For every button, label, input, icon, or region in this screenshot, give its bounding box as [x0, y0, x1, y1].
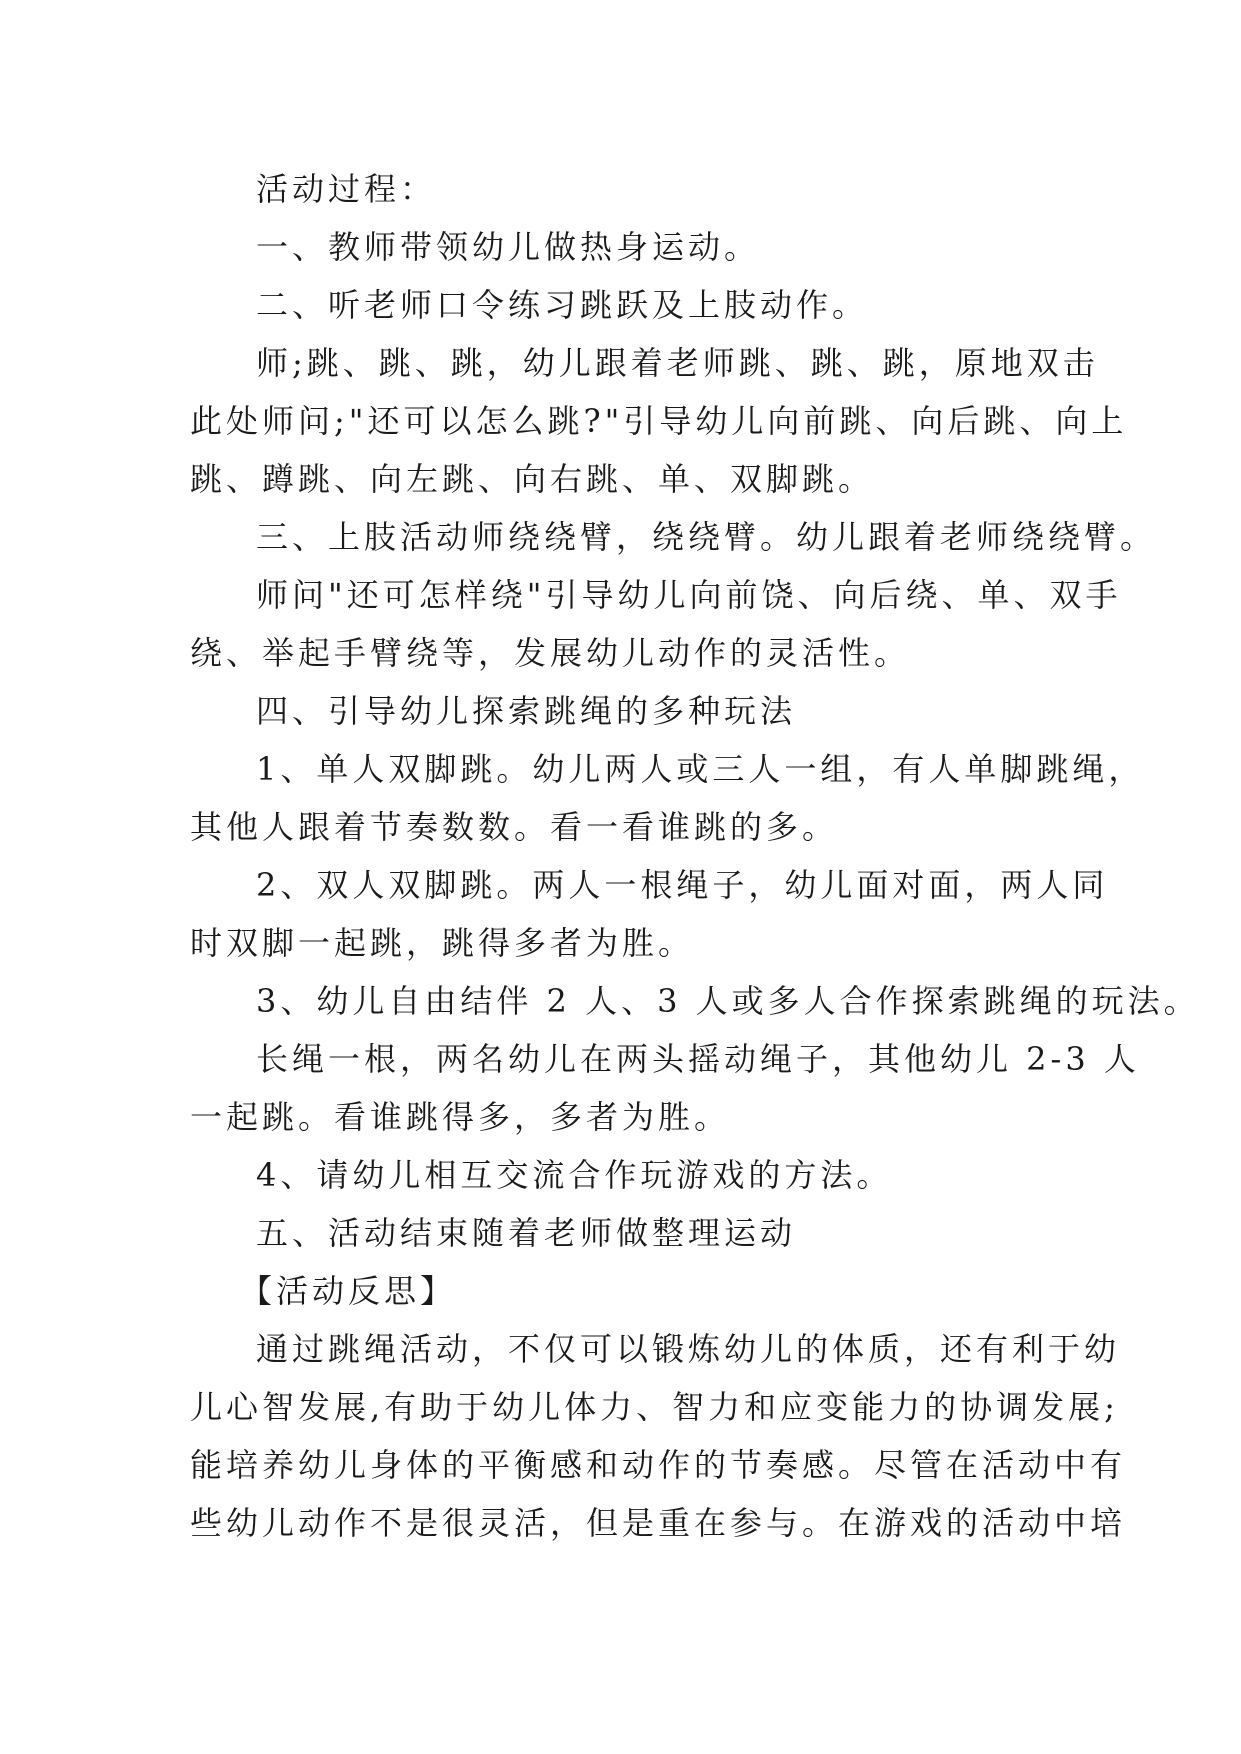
step-5-heading: 五、活动结束随着老师做整理运动 [256, 1214, 797, 1252]
reflection-heading: 【活动反思】 [240, 1272, 457, 1310]
step-4-item-3-text-line-1: 长绳一根，两名幼儿在两头摇动绳子，其他幼儿 2-3 人 [256, 1040, 1140, 1078]
step-4-item-1-line-1: 1、单人双脚跳。幼儿两人或三人一组，有人单脚跳绳， [256, 750, 1145, 788]
reflection-line-4: 些幼儿动作不是很灵活，但是重在参与。在游戏的活动中培 [190, 1504, 1127, 1542]
step-2-text-line-1: 师;跳、跳、跳，幼儿跟着老师跳、跳、跳，原地双击 [256, 344, 1099, 382]
step-4-item-2-line-1: 2、双人双脚跳。两人一根绳子，幼儿面对面，两人同 [256, 866, 1109, 904]
step-2-text-line-2: 此处师问;"还可以怎么跳?"引导幼儿向前跳、向后跳、向上 [190, 402, 1128, 440]
reflection-line-2: 儿心智发展,有助于幼儿体力、智力和应变能力的协调发展; [190, 1388, 1119, 1426]
reflection-line-3: 能培养幼儿身体的平衡感和动作的节奏感。尽管在活动中有 [190, 1446, 1127, 1484]
step-3-text-line-2: 绕、举起手臂绕等，发展幼儿动作的灵活性。 [190, 634, 911, 672]
step-2-text-line-3: 跳、蹲跳、向左跳、向右跳、单、双脚跳。 [190, 460, 875, 498]
step-4-item-3: 3、幼儿自由结伴 2 人、3 人或多人合作探索跳绳的玩法。 [256, 982, 1200, 1020]
step-3-heading: 三、上肢活动师绕绕臂，绕绕臂。幼儿跟着老师绕绕臂。 [256, 518, 1157, 556]
step-4-item-2-line-2: 时双脚一起跳，跳得多者为胜。 [190, 924, 695, 962]
step-3-text-line-1: 师问"还可怎样绕"引导幼儿向前饶、向后绕、单、双手 [256, 576, 1122, 614]
section-heading-activity-process: 活动过程： [256, 170, 437, 208]
step-1-warmup: 一、教师带领幼儿做热身运动。 [256, 228, 761, 266]
step-4-heading: 四、引导幼儿探索跳绳的多种玩法 [256, 692, 797, 730]
reflection-line-1: 通过跳绳活动，不仅可以锻炼幼儿的体质，还有利于幼 [256, 1330, 1121, 1368]
step-4-item-3-text-line-2: 一起跳。看谁跳得多，多者为胜。 [190, 1098, 731, 1136]
step-4-item-1-line-2: 其他人跟着节奏数数。看一看谁跳的多。 [190, 808, 839, 846]
document-body [190, 160, 1200, 1552]
step-2-heading: 二、听老师口令练习跳跃及上肢动作。 [256, 286, 869, 324]
step-4-item-4: 4、请幼儿相互交流合作玩游戏的方法。 [256, 1156, 893, 1194]
